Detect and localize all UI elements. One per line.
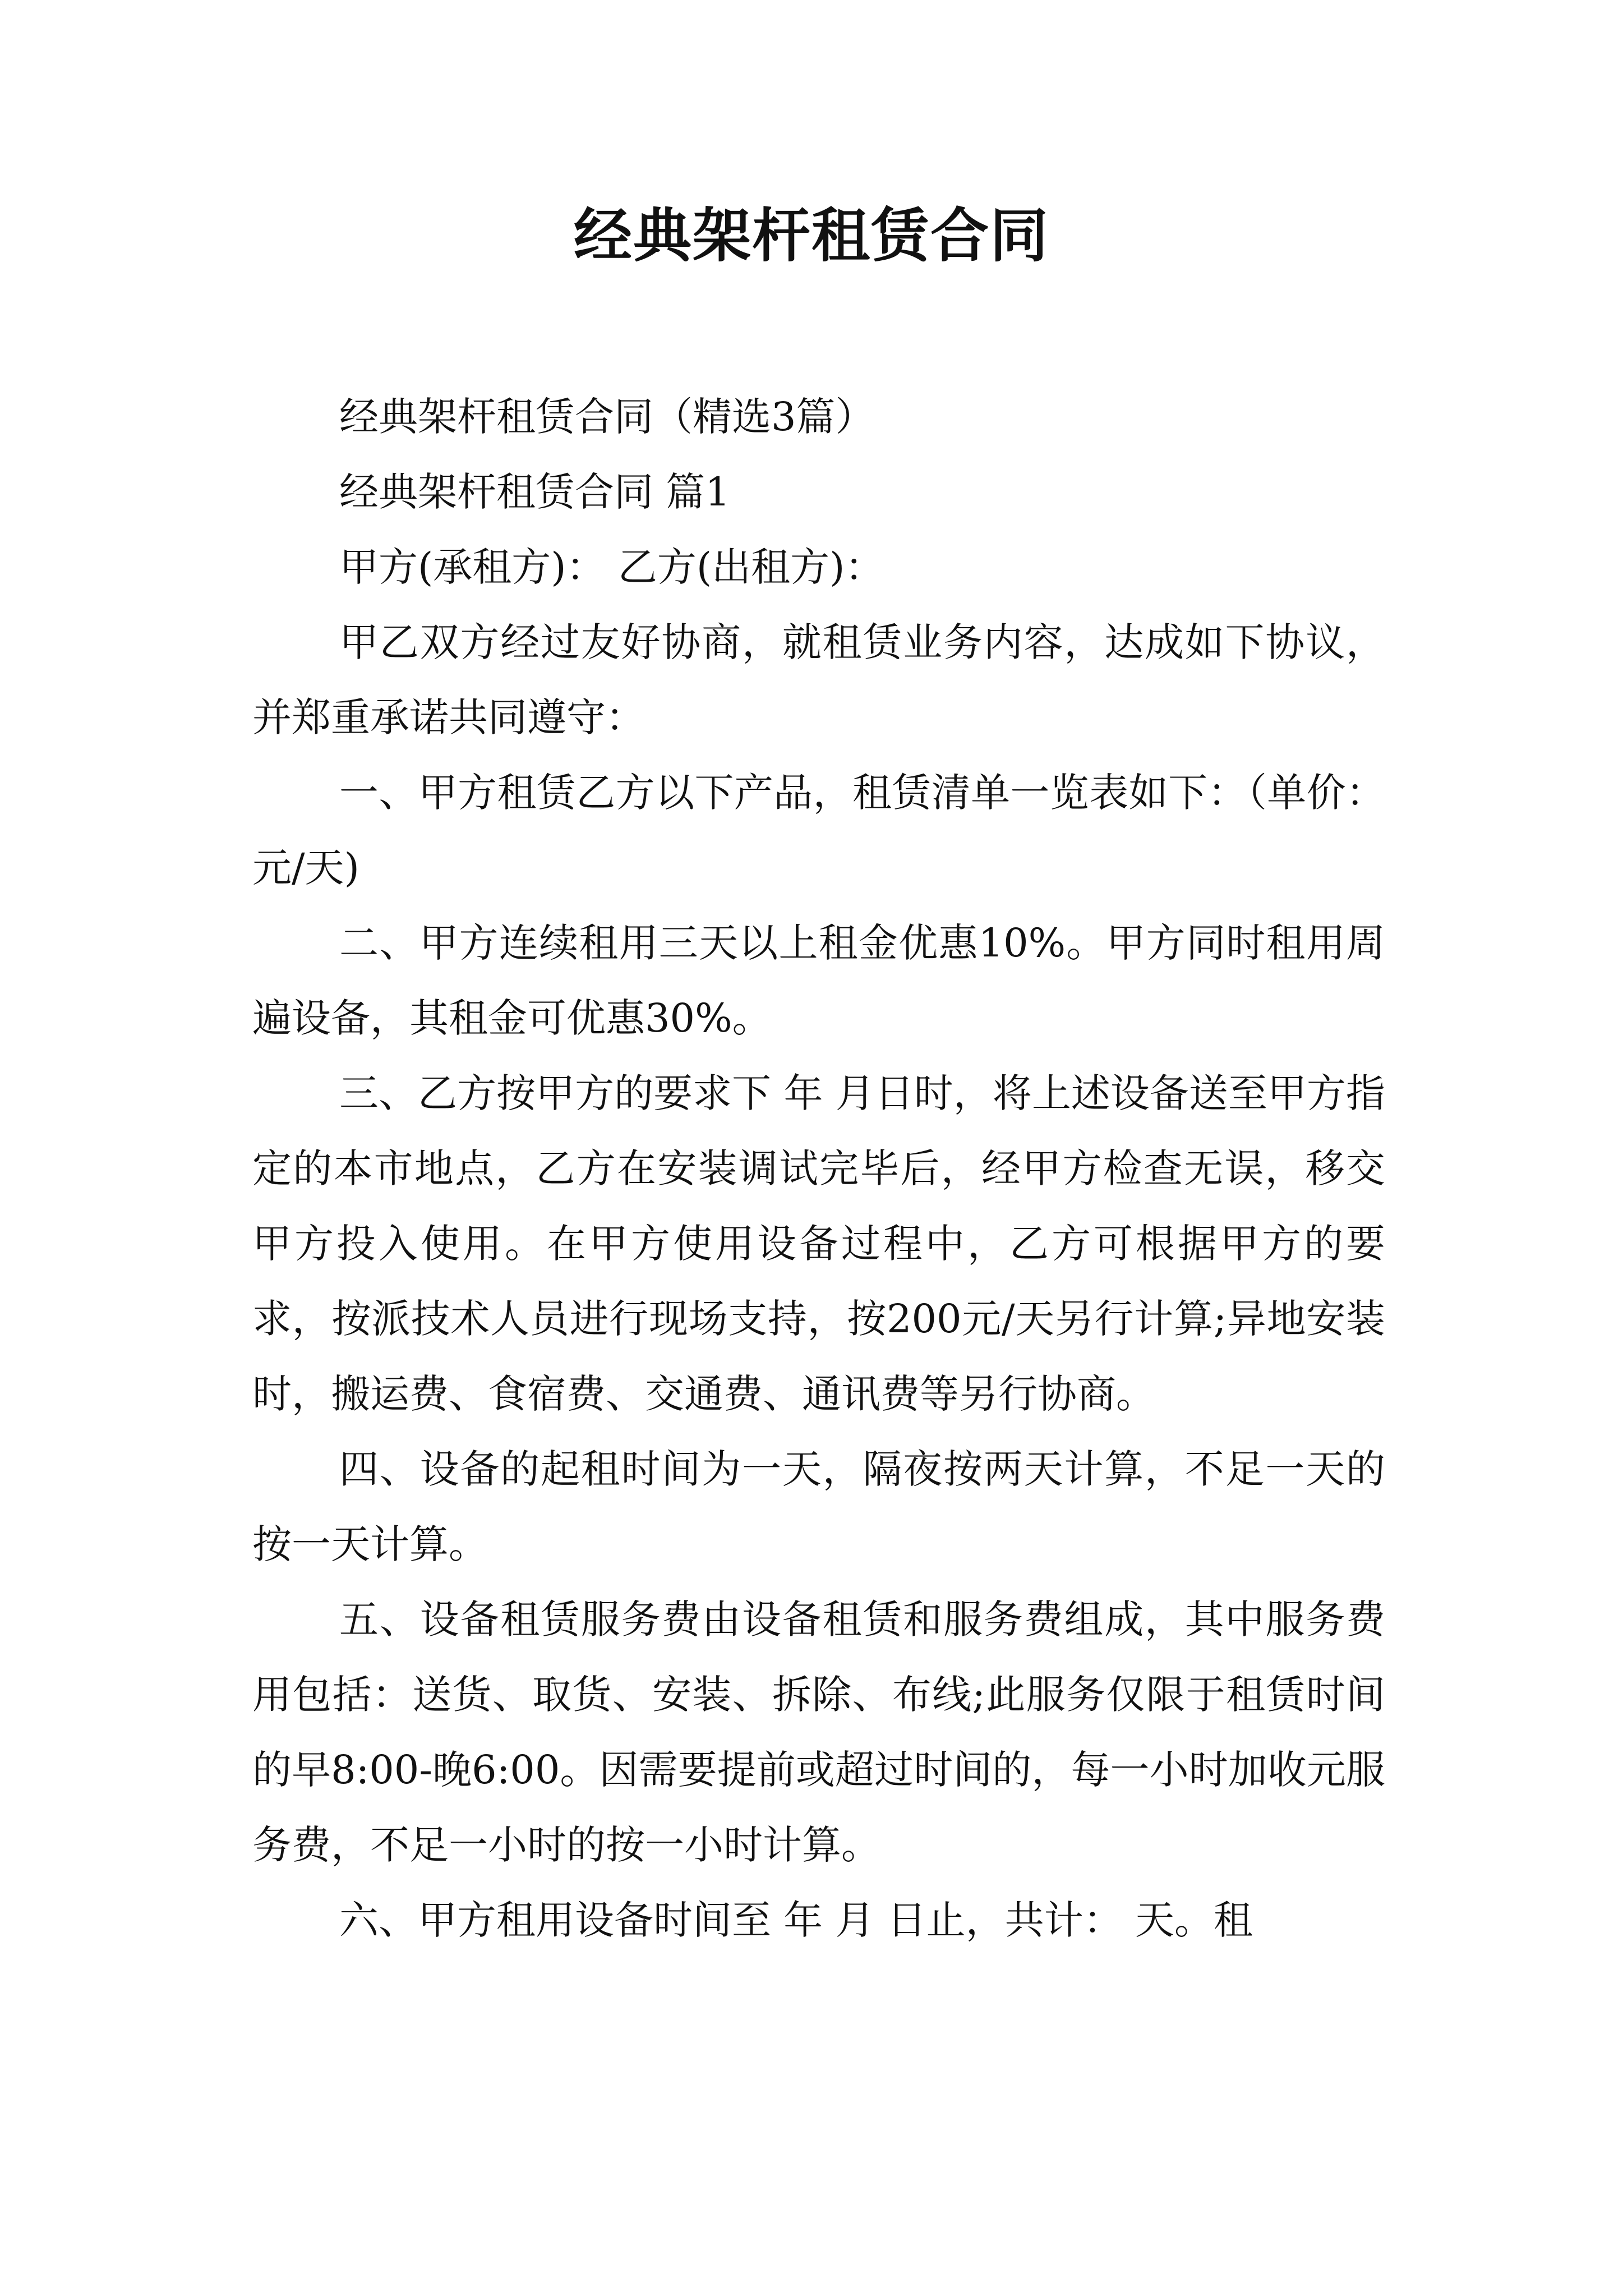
paragraph-clause-1: 一、甲方租赁乙方以下产品，租赁清单一览表如下：（单价：元/天)	[252, 770, 1385, 891]
document-body	[252, 379, 1385, 1958]
paragraph-clause-5: 五、设备租赁服务费由设备租赁和服务费组成，其中服务费用包括：送货、取货、安装、拆除、布线;此服务仅限于租赁时间的早8:00-晚6:00。因需要提前或超过时间的，每一小时加收元服务费，不足一小时的按一小时计算。	[252, 1596, 1385, 1868]
document-title: 经典架杆租赁合同	[573, 201, 1049, 270]
paragraph-subtitle: 经典架杆租赁合同（精选3篇）	[339, 394, 875, 440]
paragraph-clause-4: 四、设备的起租时间为一天，隔夜按两天计算，不足一天的按一天计算。	[252, 1446, 1385, 1567]
paragraph-clause-2: 二、甲方连续租用三天以上租金优惠10%。甲方同时租用周遍设备，其租金可优惠30%。	[252, 920, 1385, 1041]
paragraph-preamble: 甲乙双方经过友好协商，就租赁业务内容，达成如下协议，并郑重承诺共同遵守：	[252, 619, 1385, 740]
paragraph-parties: 甲方(承租方)： 乙方(出租方)：	[339, 544, 884, 590]
paragraph-section-heading: 经典架杆租赁合同 篇1	[339, 469, 730, 515]
paragraph-clause-3: 三、乙方按甲方的要求下 年 月日时，将上述设备送至甲方指定的本市地点，乙方在安装调试完毕后，经甲方检查无误，移交甲方投入使用。在甲方使用设备过程中，乙方可根据甲方的要求，按派技术人员进行现场支持，按200元/天另行计算;异地安装时，搬运费、食宿费、交通费、通讯费等另行协商。	[252, 1070, 1385, 1417]
paragraph-clause-6: 六、甲方租用设备时间至 年 月 日止，共计： 天。租	[339, 1897, 1253, 1943]
